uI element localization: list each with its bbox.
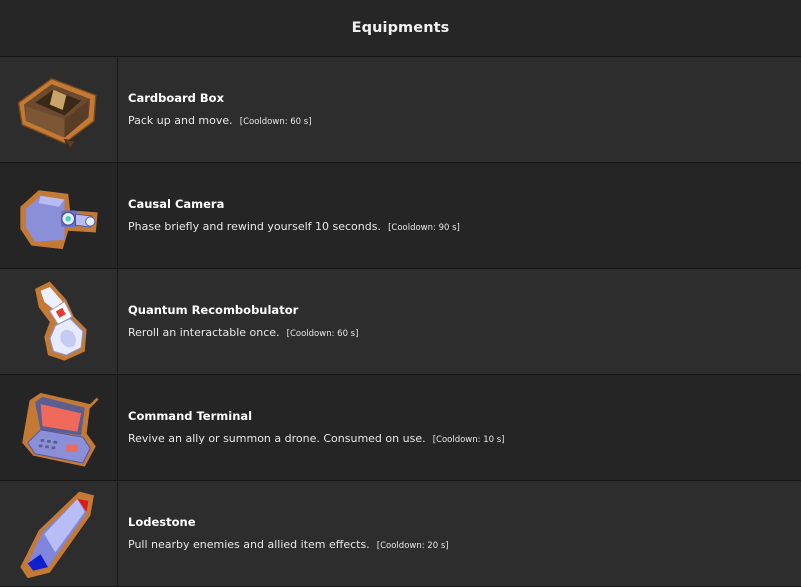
text-cell <box>118 269 358 374</box>
item-name: Command Terminal <box>128 409 253 423</box>
item-name: Quantum Recombobulator <box>128 303 299 317</box>
item-name: Lodestone <box>128 515 196 529</box>
item-cooldown: [Cooldown: 60 s] <box>286 329 359 339</box>
item-description: Reroll an interactable once. <box>128 326 280 339</box>
item-description-line <box>128 109 312 128</box>
item-cooldown: [Cooldown: 60 s] <box>239 117 312 127</box>
text-cell <box>118 163 460 268</box>
icon-cell <box>0 481 118 586</box>
icon-cell <box>0 269 118 374</box>
item-cooldown: [Cooldown: 10 s] <box>432 435 505 445</box>
item-name: Causal Camera <box>128 197 225 211</box>
item-description: Pull nearby enemies and allied item effects. <box>128 538 370 551</box>
table-row <box>0 375 801 481</box>
item-description-line <box>128 321 358 340</box>
item-description: Phase briefly and rewind yourself 10 seconds. <box>128 220 381 233</box>
quantum-recombobulator-icon <box>13 276 105 368</box>
item-description: Revive an ally or summon a drone. Consumed on use. <box>128 432 426 445</box>
icon-cell <box>0 163 118 268</box>
item-cooldown: [Cooldown: 20 s] <box>376 541 449 551</box>
item-description-line <box>128 215 460 234</box>
text-cell <box>118 481 449 586</box>
item-description-line <box>128 533 449 552</box>
cardboard-box-icon <box>13 64 105 156</box>
table-header <box>0 0 801 57</box>
command-terminal-icon <box>13 382 105 474</box>
table-row <box>0 481 801 587</box>
item-cooldown: [Cooldown: 90 s] <box>388 223 460 233</box>
icon-cell <box>0 57 118 162</box>
item-name: Cardboard Box <box>128 91 224 105</box>
table-row <box>0 57 801 163</box>
item-description-line <box>128 427 504 446</box>
table-row <box>0 163 801 269</box>
lodestone-icon <box>13 488 105 580</box>
text-cell <box>118 57 312 162</box>
page-title: Equipments <box>351 20 450 36</box>
causal-camera-icon <box>13 170 105 262</box>
item-description: Pack up and move. <box>128 114 233 127</box>
text-cell <box>118 375 504 480</box>
icon-cell <box>0 375 118 480</box>
table-row <box>0 269 801 375</box>
